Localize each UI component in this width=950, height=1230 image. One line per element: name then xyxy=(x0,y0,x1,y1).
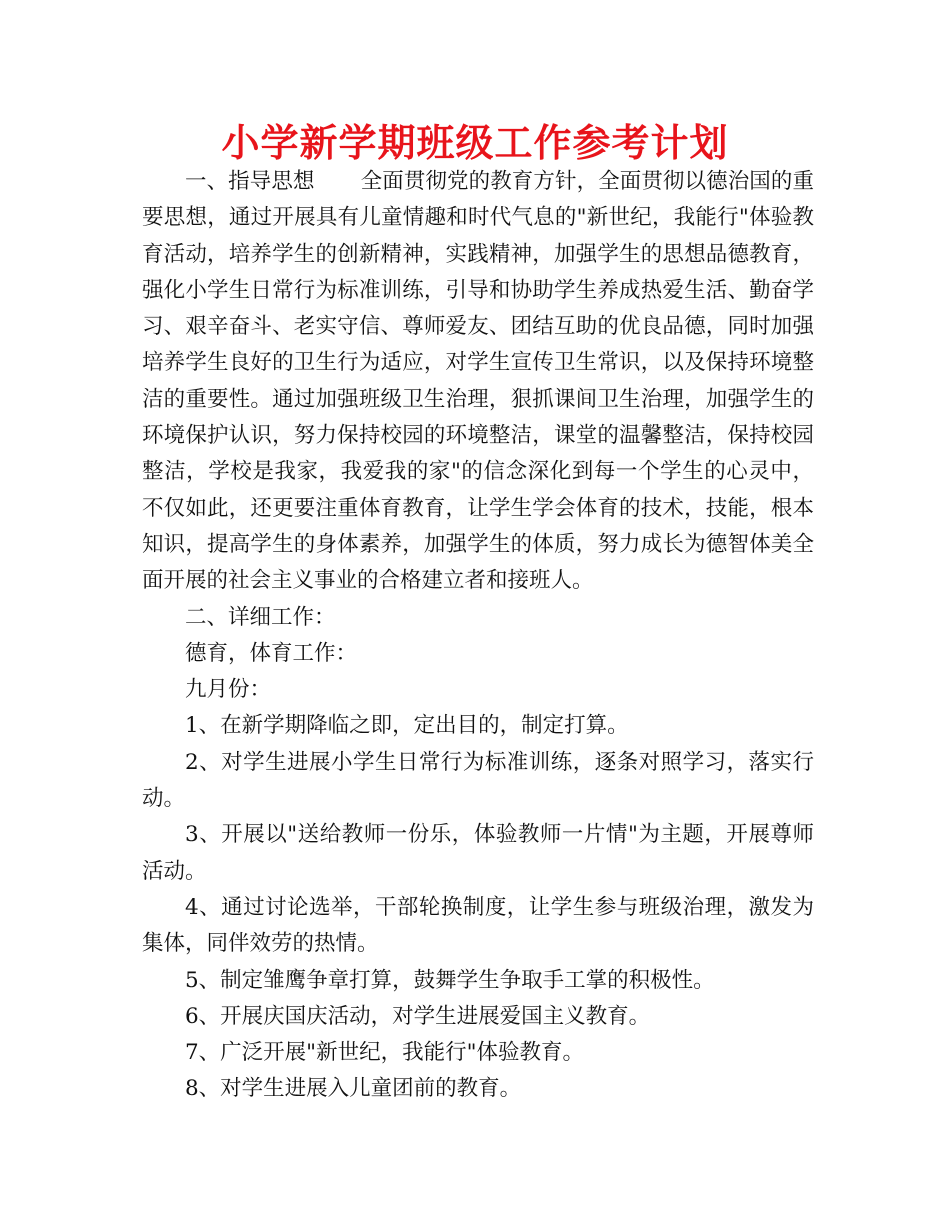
guiding-thought-text: 全面贯彻党的教育方针，全面贯彻以德治国的重要思想，通过开展具有儿童情趣和时代气息的"新世纪，我能行"体验教育活动，培养学生的创新精神，实践精神，加强学生的思想品德教育，强化小学生日常行为标准训练，引导和协助学生养成热爱生活、勤奋学习、艰辛奋斗、老实守信、尊师爱友、团结互助的优良品德，同时加强培养学生良好的卫生行为适应，对学生宣传卫生常识，以及保持环境整洁的重要性。通过加强班级卫生治理，狠抓课间卫生治理，加强学生的环境保护认识，努力保持校园的环境整洁，课堂的温馨整洁，保持校园整洁，学校是我家，我爱我的家"的信念深化到每一个学生的心灵中，不仅如此，还更要注重体育教育，让学生学会体育的技术，技能，根本知识，提高学生的身体素养，加强学生的体质，努力成长为德智体美全面开展的社会主义事业的合格建立者和接班人。 xyxy=(142,169,814,594)
subheading-moral-physical: 德育，体育工作： xyxy=(185,640,358,666)
list-item: 4、通过讨论选举，干部轮换制度，让学生参与班级治理，激发为集体，同伴效劳的热情。 xyxy=(142,894,814,957)
list-item: 6、开展庆国庆活动，对学生进展爱国主义教育。 xyxy=(185,1003,651,1029)
list-item: 2、对学生进展小学生日常行为标准训练，逐条对照学习，落实行动。 xyxy=(142,749,814,812)
list-item: 7、广泛开展"新世纪，我能行"体验教育。 xyxy=(185,1040,584,1066)
month-label: 九月份： xyxy=(185,677,272,703)
document-body xyxy=(142,164,814,1108)
section-heading-guiding-thought: 一、指导思想 xyxy=(185,169,315,194)
document-title: 小学新学期班级工作参考计划 xyxy=(221,121,729,165)
list-item: 1、在新学期降临之即，定出目的，制定打算。 xyxy=(185,713,629,739)
paragraph-guiding-thought xyxy=(142,164,814,600)
list-item: 5、制定雏鹰争章打算，鼓舞学生争取手工掌的积极性。 xyxy=(185,967,715,993)
section-heading-detailed-work: 二、详细工作： xyxy=(185,604,336,630)
list-item: 3、开展以"送给教师一份乐，体验教师一片情"为主题，开展尊师活动。 xyxy=(142,822,814,884)
list-item: 8、对学生进展入儿童团前的教育。 xyxy=(185,1076,522,1102)
